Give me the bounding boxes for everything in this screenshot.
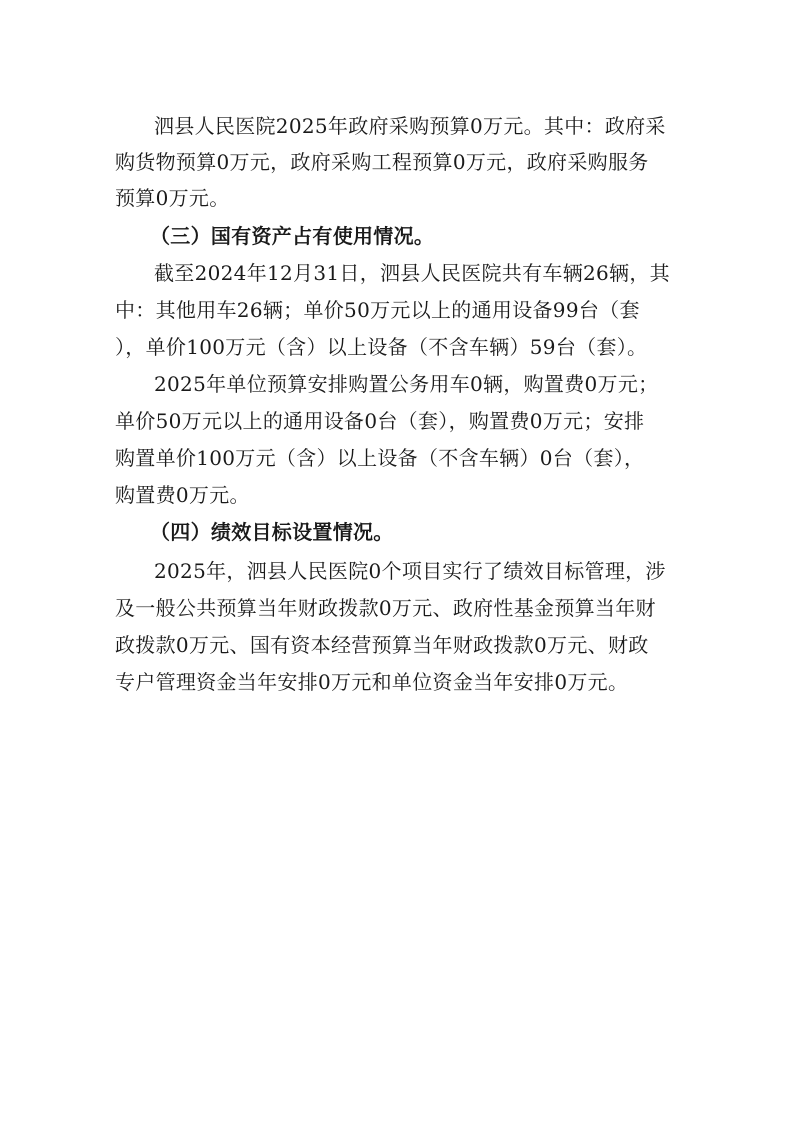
paragraph-4-line-1: 2025年，泗县人民医院0个项目实行了绩效目标管理，涉 bbox=[154, 559, 666, 583]
paragraph-1-line-3: 预算0万元。 bbox=[115, 186, 230, 210]
section-heading-3: （三）国有资产占有使用情况。 bbox=[150, 224, 435, 248]
paragraph-4-line-3: 政拨款0万元、国有资本经营预算当年财政拨款0万元、财政 bbox=[115, 633, 649, 657]
paragraph-1-line-2: 购货物预算0万元，政府采购工程预算0万元，政府采购服务 bbox=[115, 150, 649, 174]
paragraph-4-line-4: 专户管理资金当年安排0万元和单位资金当年安排0万元。 bbox=[115, 670, 629, 694]
paragraph-3-line-1: 2025年单位预算安排购置公务用车0辆，购置费0万元； bbox=[154, 372, 659, 396]
paragraph-2-line-3: ），单价100万元（含）以上设备（不含车辆）59台（套）。 bbox=[115, 335, 648, 359]
section-heading-4: （四）绩效目标设置情况。 bbox=[150, 520, 394, 544]
paragraph-3-line-2: 单价50万元以上的通用设备0台（套），购置费0万元；安排 bbox=[115, 409, 645, 433]
paragraph-2-line-2: 中：其他用车26辆；单价50万元以上的通用设备99台（套 bbox=[115, 298, 640, 322]
paragraph-4-line-2: 及一般公共预算当年财政拨款0万元、政府性基金预算当年财 bbox=[115, 596, 656, 620]
paragraph-2-line-1: 截至2024年12月31日，泗县人民医院共有车辆26辆，其 bbox=[154, 261, 670, 285]
paragraph-3-line-3: 购置单价100万元（含）以上设备（不含车辆）0台（套）， bbox=[115, 446, 645, 470]
paragraph-3-line-4: 购置费0万元。 bbox=[115, 483, 250, 507]
paragraph-1-line-1: 泗县人民医院2025年政府采购预算0万元。其中：政府采 bbox=[154, 114, 666, 138]
